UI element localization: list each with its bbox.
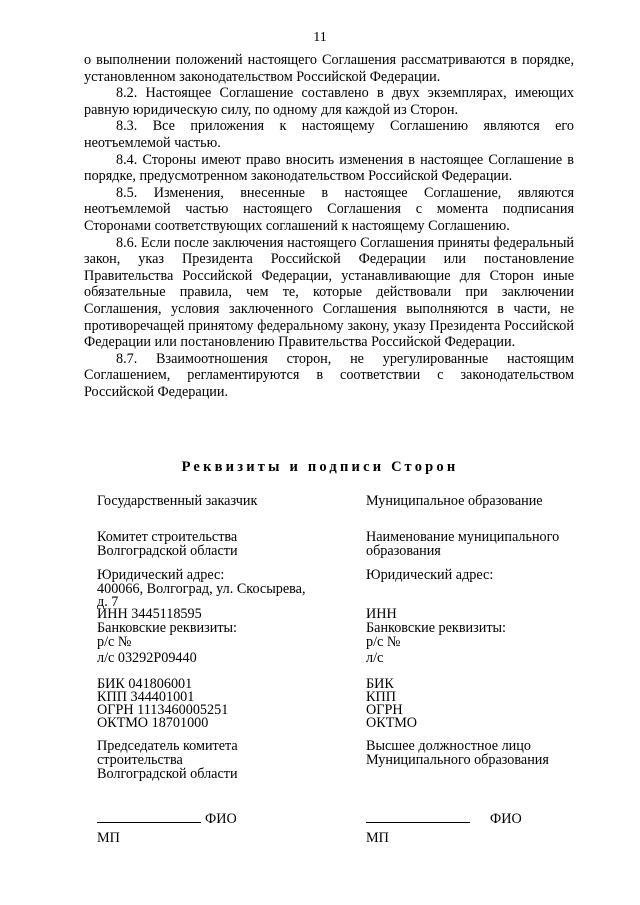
right-org-name-2: образования — [366, 543, 441, 559]
left-org-name-2: Волгоградской области — [97, 543, 238, 559]
left-address-line-1: 400066, Волгоград, ул. Скосырева, — [97, 581, 306, 597]
left-party-title: Государственный заказчик — [97, 493, 258, 509]
left-fio: ФИО — [205, 811, 237, 827]
right-address-label: Юридический адрес: — [366, 567, 494, 583]
right-rs: р/с № — [366, 634, 401, 650]
right-ls: л/с — [366, 650, 384, 666]
left-org-name-1: Комитет строительства — [97, 529, 238, 545]
paragraph-8-7: 8.7. Взаимоотношения сторон, не урегулированные настоящим Соглашением, регламентируются в соответствии с законодательством Российской Федерации. — [84, 350, 574, 400]
paragraph-8-2: 8.2. Настоящее Соглашение составлено в двух экземплярах, имеющих равную юридическую силу, по одному для каждой из Сторон. — [84, 85, 574, 118]
left-signature-line — [97, 812, 237, 827]
right-kpp: КПП — [366, 689, 396, 705]
left-signer-2: строительства — [97, 752, 183, 768]
right-signer-1: Высшее должностное лицо — [366, 738, 531, 754]
right-oktmo: ОКТМО — [366, 715, 418, 731]
right-signer-2: Муниципального образования — [366, 752, 549, 768]
left-mp: МП — [97, 830, 120, 846]
right-fio: ФИО — [490, 811, 522, 827]
left-signer-3: Волгоградской области — [97, 766, 238, 782]
left-address-line-2: д. 7 — [97, 594, 119, 610]
left-signature-blank — [97, 821, 201, 823]
right-signature-blank — [366, 821, 470, 823]
right-bank-label: Банковские реквизиты: — [366, 620, 506, 636]
left-oktmo: ОКТМО 18701000 — [97, 715, 209, 731]
right-mp: МП — [366, 830, 389, 846]
right-bik: БИК — [366, 676, 394, 692]
agreement-text — [84, 52, 574, 400]
paragraph-continuation: о выполнении положений настоящего Соглашения рассматриваются в порядке, установленном законодательством Российской Федерации. — [84, 52, 574, 85]
left-rs: р/с № — [97, 634, 132, 650]
left-ogrn: ОГРН 1113460005251 — [97, 702, 229, 718]
left-address-label: Юридический адрес: — [97, 567, 225, 583]
left-inn: ИНН 3445118595 — [97, 606, 202, 622]
left-signer-1: Председатель комитета — [97, 738, 238, 754]
right-party-title: Муниципальное образование — [366, 493, 543, 509]
left-bik: БИК 041806001 — [97, 676, 193, 692]
right-inn: ИНН — [366, 606, 397, 622]
left-bank-label: Банковские реквизиты: — [97, 620, 237, 636]
left-ls: л/с 03292Р09440 — [97, 650, 197, 666]
paragraph-8-6: 8.6. Если после заключения настоящего Соглашения приняты федеральный закон, указ Президента Российской Федерации или постановление Правительства Российской Федерации, устанавливающие для Сторон иные обязательные правила, чем те, которые действовали при заключении Соглашения, условия заключенного Соглашения выполняются в части, не противоречащей принятому федеральному закону, указу Президента Российской Федерации или постановлению Правительства Российской Федерации. — [84, 234, 574, 351]
page-number: 11 — [313, 30, 327, 45]
right-org-name-1: Наименование муниципального — [366, 529, 560, 545]
left-kpp: КПП 344401001 — [97, 689, 195, 705]
right-ogrn: ОГРН — [366, 702, 403, 718]
paragraph-8-3: 8.3. Все приложения к настоящему Соглашению являются его неотъемлемой частью. — [84, 118, 574, 151]
paragraph-8-4: 8.4. Стороны имеют право вносить изменения в настоящее Соглашение в порядке, предусмотренном законодательством Российской Федерации. — [84, 151, 574, 185]
right-signature-line — [366, 812, 522, 827]
paragraph-8-5: 8.5. Изменения, внесенные в настоящее Соглашение, являются неотъемлемой частью настоящего Соглашения с момента подписания Сторонами соответствующих соглашений к настоящему Соглашению. — [84, 184, 574, 234]
requisites-heading: Реквизиты и подписи Сторон — [181, 459, 459, 475]
